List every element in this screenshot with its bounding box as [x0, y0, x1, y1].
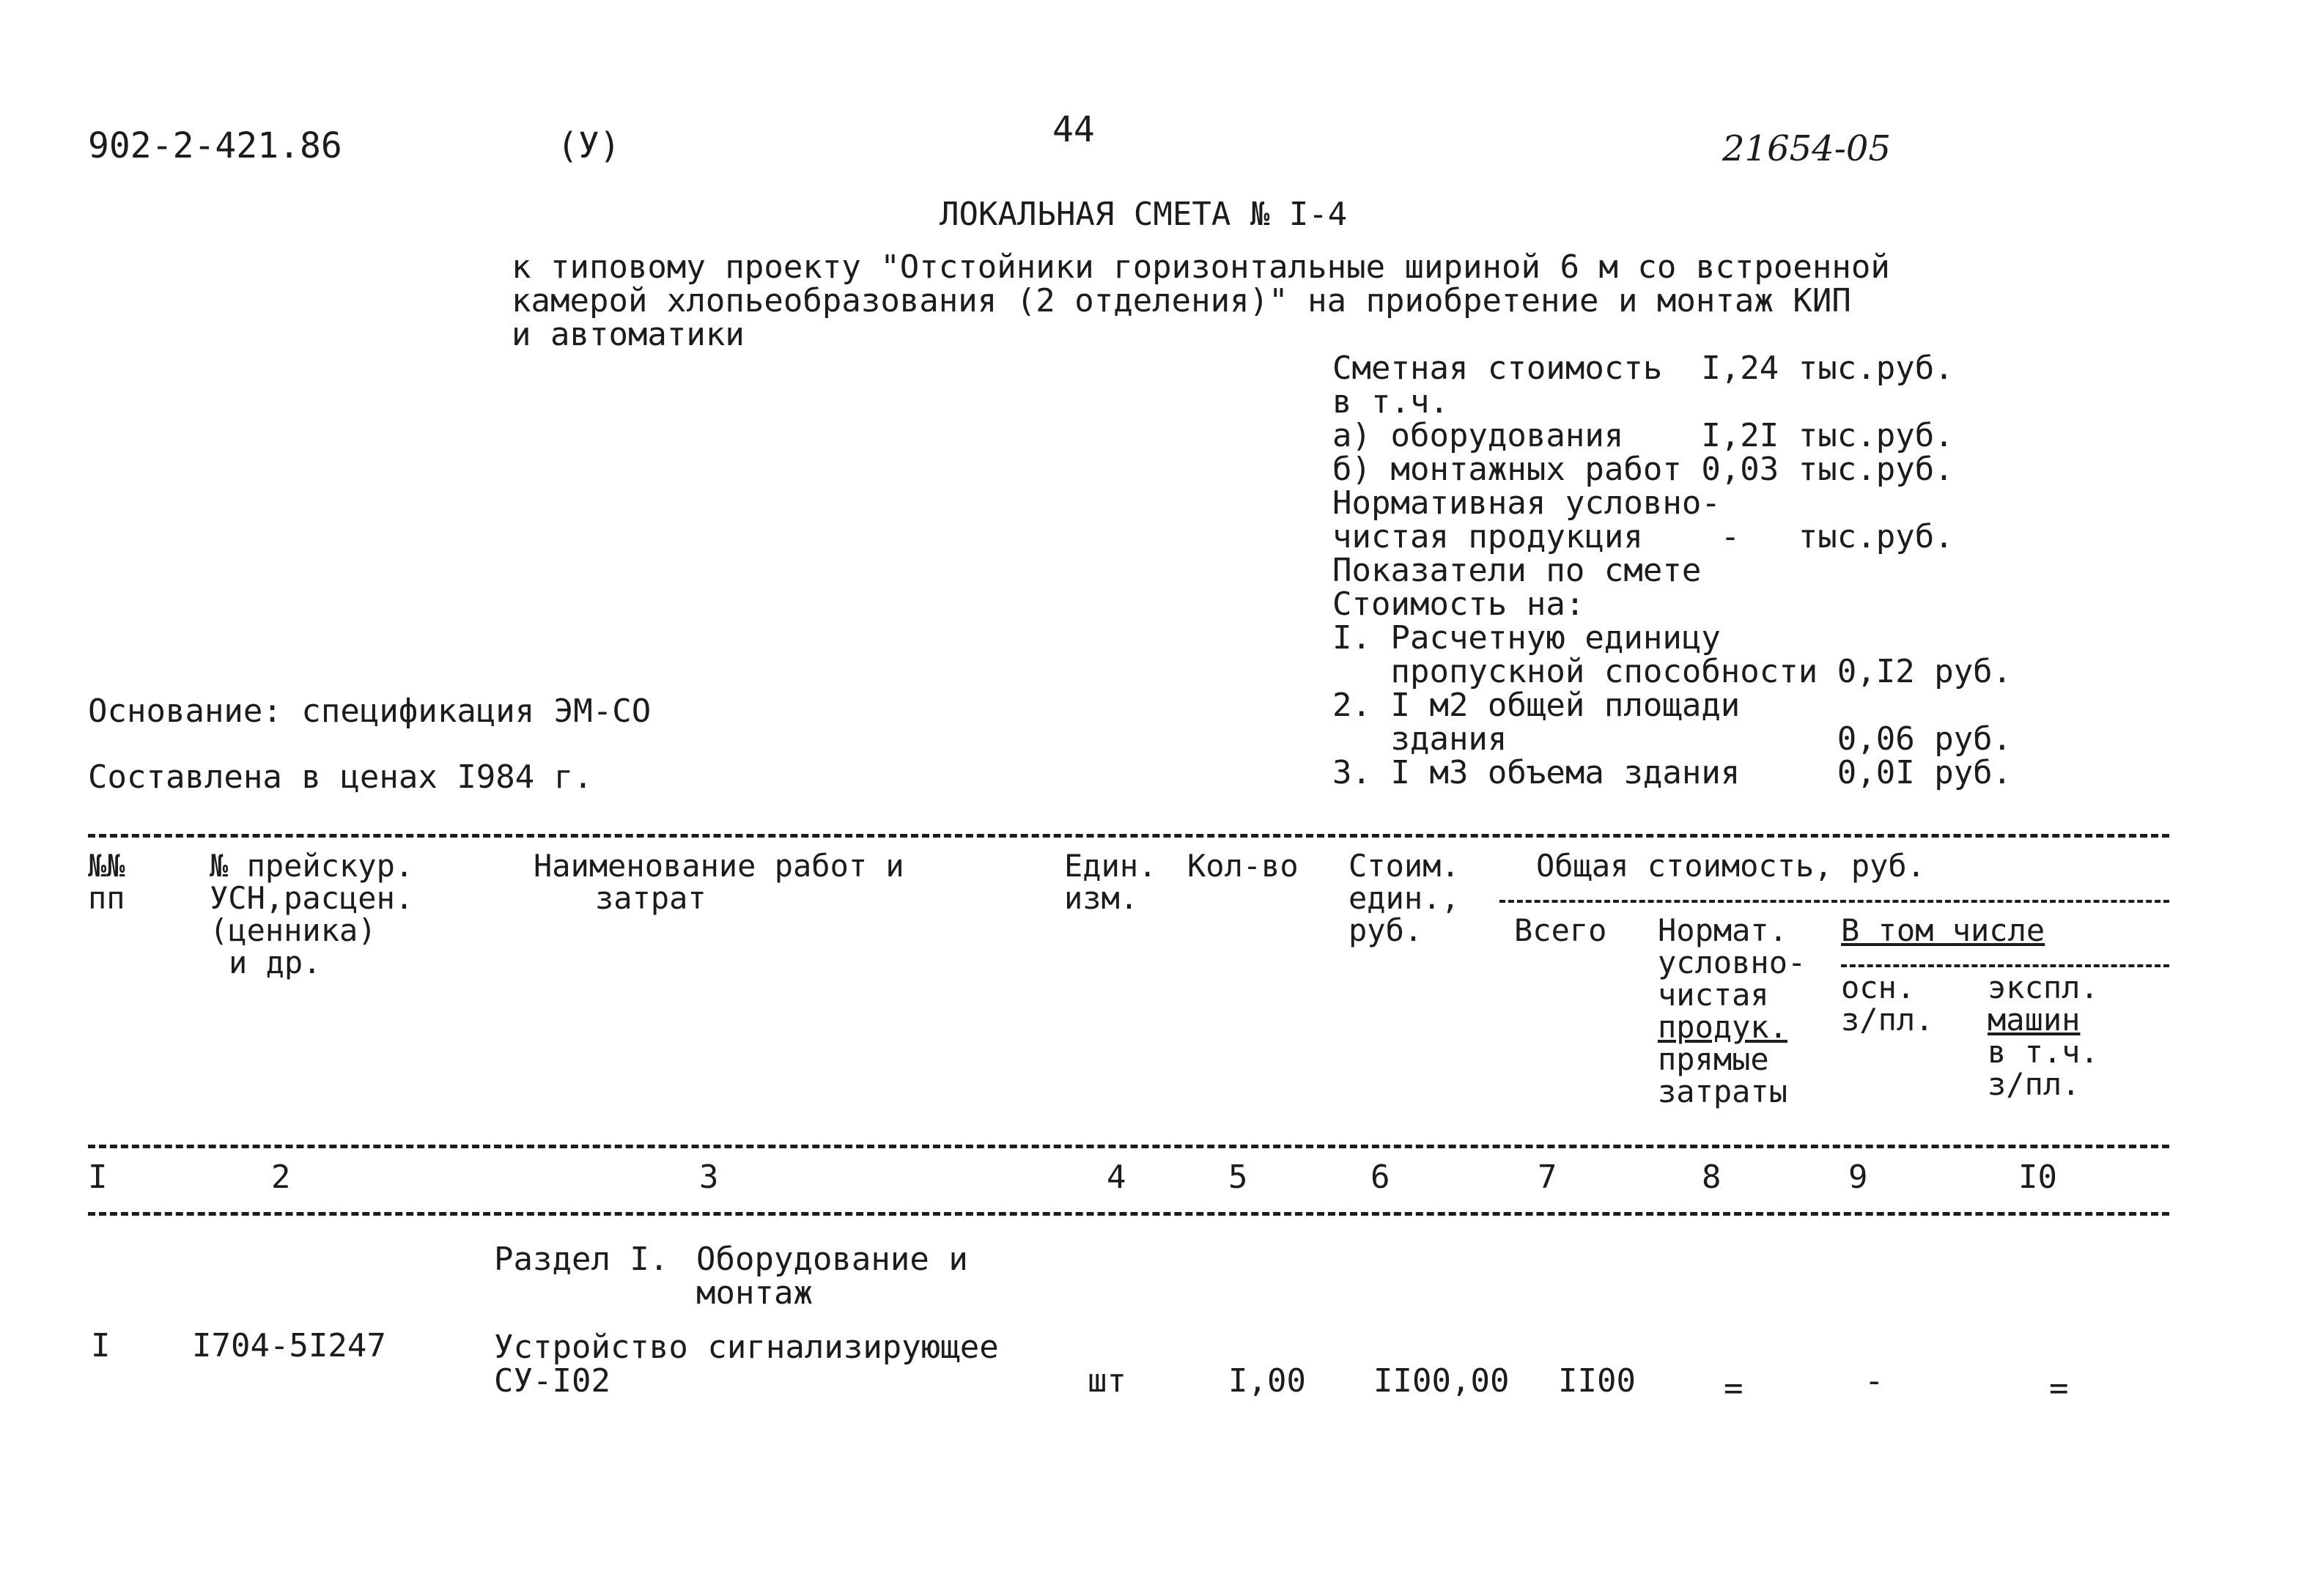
row-quantity: I,00 — [1228, 1362, 1306, 1400]
col8-header-line: продук. — [1658, 1009, 1788, 1045]
row-number: I — [91, 1327, 111, 1364]
col8-header-line: затраты — [1658, 1074, 1788, 1109]
col2-header-line: УСН,расцен. — [210, 880, 414, 916]
subtitle-line-3: и автоматики — [512, 316, 745, 353]
col4-header-line: изм. — [1064, 880, 1139, 916]
summary-line: 3. I м3 объема здания 0,0I руб. — [1332, 754, 2012, 791]
col6-header-line: Стоим. — [1348, 848, 1460, 884]
section-title-line: Оборудование и — [696, 1241, 968, 1278]
subtitle-line-1: к типовому проекту "Отстойники горизонтальные шириной 6 м со встроенной — [512, 248, 1890, 286]
table-header-rule — [88, 1145, 2169, 1148]
summary-line: в т.ч. — [1332, 383, 1449, 421]
summary-line: Стоимость на: — [1332, 585, 1585, 623]
col10-header-line: в т.ч. — [1988, 1034, 2099, 1070]
col1-header-line: пп — [88, 880, 125, 916]
row-name-line: Устройство сигнализирующее — [494, 1329, 999, 1366]
col8-header-line: условно- — [1658, 945, 1807, 980]
col1-header-line: №№ — [88, 848, 125, 884]
row-base-salary: - — [1864, 1362, 1884, 1400]
subtitle-line-2: камерой хлопьеобразования (2 отделения)" на приобретение и монтаж КИП — [512, 282, 1851, 319]
summary-line: б) монтажных работ 0,03 тыс.руб. — [1332, 451, 1954, 488]
row-code: I704-5I247 — [192, 1327, 386, 1364]
col7-header: Всего — [1514, 912, 1607, 948]
column-number: 2 — [271, 1159, 291, 1196]
col6-header-line: руб. — [1348, 912, 1423, 948]
summary-line: I. Расчетную единицу — [1332, 619, 1721, 657]
col6-header-line: един., — [1348, 880, 1460, 916]
prices-line: Составлена в ценах I984 г. — [88, 758, 593, 796]
column-number: 4 — [1107, 1159, 1126, 1196]
summary-line: Сметная стоимость I,24 тыс.руб. — [1332, 350, 1954, 387]
col9-header-line: осн. — [1841, 969, 1916, 1005]
including-header: В том числе — [1841, 912, 2045, 948]
column-number: 3 — [699, 1159, 719, 1196]
col5-header: Кол-во — [1187, 848, 1299, 884]
col10-header-line: экспл. — [1988, 969, 2099, 1005]
col9-header-line: з/пл. — [1841, 1002, 1934, 1038]
column-number: I — [88, 1159, 108, 1196]
row-machine-operation: = — [2049, 1370, 2069, 1407]
column-number: 9 — [1848, 1159, 1868, 1196]
summary-line: чистая продукция - тыс.руб. — [1332, 518, 1954, 555]
document-mark: (У) — [557, 125, 621, 166]
section-title-line: монтаж — [696, 1274, 813, 1312]
row-normative-output: = — [1724, 1370, 1743, 1407]
table-numbers-rule — [88, 1212, 2169, 1216]
summary-line: 2. I м2 общей площади — [1332, 687, 1741, 724]
total-cost-header: Общая стоимость, руб. — [1536, 848, 1926, 884]
document-code: 902-2-421.86 — [88, 125, 342, 166]
col10-header-line: машин — [1988, 1002, 2081, 1038]
column-number: 5 — [1228, 1159, 1248, 1196]
total-cost-divider — [1499, 900, 2169, 903]
row-total: II00 — [1558, 1362, 1636, 1400]
including-divider — [1841, 964, 2169, 967]
row-unit: шт — [1088, 1362, 1126, 1400]
col2-header-line: и др. — [229, 945, 322, 980]
col10-header-line: з/пл. — [1988, 1066, 2081, 1102]
column-number: 6 — [1370, 1159, 1390, 1196]
col2-header-line: № прейскур. — [210, 848, 414, 884]
column-number: 7 — [1538, 1159, 1557, 1196]
col8-header-line: чистая — [1658, 977, 1769, 1013]
summary-line: пропускной способности 0,I2 руб. — [1332, 653, 2012, 690]
col8-header-line: Нормат. — [1658, 912, 1788, 948]
summary-line: Показатели по смете — [1332, 552, 1702, 589]
col4-header-line: Един. — [1064, 848, 1157, 884]
column-number: 8 — [1702, 1159, 1722, 1196]
column-number: I0 — [2018, 1159, 2057, 1196]
inventory-number: 21654-05 — [1722, 128, 1891, 169]
table-top-rule — [88, 834, 2169, 838]
row-name-line: СУ-I02 — [494, 1362, 610, 1400]
col8-header-line: прямые — [1658, 1041, 1769, 1077]
col2-header-line: (ценника) — [210, 912, 377, 948]
summary-line: здания 0,06 руб. — [1332, 720, 2012, 758]
section-label: Раздел I. — [494, 1241, 669, 1278]
summary-line: а) оборудования I,2I тыс.руб. — [1332, 417, 1954, 454]
page-number: 44 — [1052, 109, 1095, 150]
col3-header-line: Наименование работ и — [534, 848, 904, 884]
summary-line: Нормативная условно- — [1332, 484, 1721, 522]
page-title: ЛОКАЛЬНАЯ СМЕТА № I-4 — [940, 196, 1348, 233]
row-unit-cost: II00,00 — [1373, 1362, 1510, 1400]
col3-header-line: затрат — [595, 880, 706, 916]
basis-line: Основание: спецификация ЭМ-СО — [88, 692, 652, 730]
